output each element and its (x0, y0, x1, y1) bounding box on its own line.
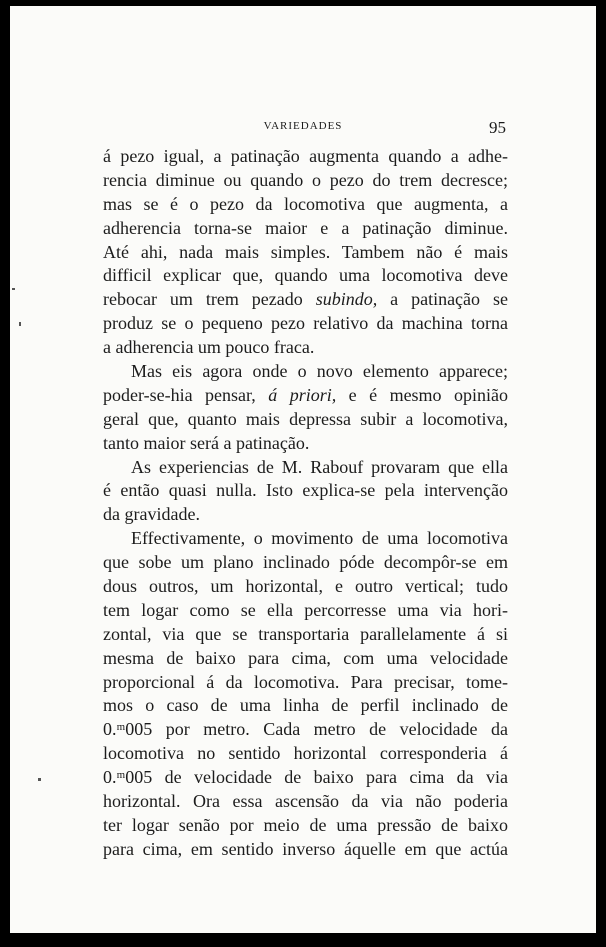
body-text (103, 145, 508, 862)
text-line: dous outros, um horizontal, e outro vertical; tudo (103, 576, 508, 597)
text-line: geral que, quanto mais depressa subir a locomotiva, (103, 408, 508, 429)
text-line: mos o caso de uma linha de perfil inclinado de (103, 695, 508, 716)
text-line: tem logar como se ella percorresse uma via hori- (103, 599, 508, 620)
text-line: adherencia torna-se maior e a patinação diminue. (103, 217, 508, 238)
text-line: mesma de baixo para cima, com uma velocidade (103, 647, 508, 668)
text-line: da gravidade. (103, 504, 200, 525)
text-line: produz se o pequeno pezo relativo da machina torna (103, 313, 508, 334)
text-line: tanto maior será a patinação. (103, 432, 310, 453)
text-line: poder-se-hia pensar, á priori, e é mesmo opinião (103, 384, 509, 405)
text-line: Até ahi, nada mais simples. Tambem não é mais (103, 241, 508, 262)
page-number: 95 (489, 118, 506, 137)
text-line: a adherencia um pouco fraca. (103, 337, 315, 358)
text-line: proporcional á da locomotiva. Para precisar, tome- (103, 671, 508, 692)
text-line: rebocar um trem pezado subindo, a patinação se (103, 289, 508, 310)
text-line: é então quasi nulla. Isto explica-se pela intervenção (103, 480, 508, 501)
text-line: 0.ᵐ005 de velocidade de baixo para cima da via (103, 767, 508, 788)
running-head: VARIEDADES (263, 120, 343, 132)
text-line: horizontal. Ora essa ascensão da via não poderia (103, 791, 508, 812)
text-line: zontal, via que se transportaria parallelamente á si (103, 623, 508, 644)
text-line: As experiencias de M. Rabouf provaram que ella (131, 456, 508, 477)
text-line: á pezo igual, a patinação augmenta quando a adhe- (103, 146, 508, 166)
text-line: mas se é o pezo da locomotiva que augmenta, a (103, 193, 508, 214)
book-page (10, 6, 596, 933)
text-line: ter logar senão por meio de uma pressão de baixo (103, 814, 508, 835)
text-line: que sobe um plano inclinado póde decompôr-se em (103, 552, 508, 573)
text-line: Mas eis agora onde o novo elemento apparece; (131, 361, 508, 382)
text-line: para cima, em sentido inverso áquelle em que actúa (103, 838, 508, 859)
margin-mark (19, 322, 21, 326)
text-line: rencia diminue ou quando o pezo do trem decresce; (103, 169, 508, 190)
text-line: 0.ᵐ005 por metro. Cada metro de velocidade da (103, 719, 508, 740)
text-line: locomotiva no sentido horizontal corresponderia á (103, 743, 508, 764)
margin-mark (38, 778, 41, 781)
text-line: difficil explicar que, quando uma locomotiva deve (103, 265, 508, 286)
text-line: Effectivamente, o movimento de uma locomotiva (131, 528, 508, 549)
page-header (10, 118, 596, 142)
margin-mark (12, 288, 15, 290)
